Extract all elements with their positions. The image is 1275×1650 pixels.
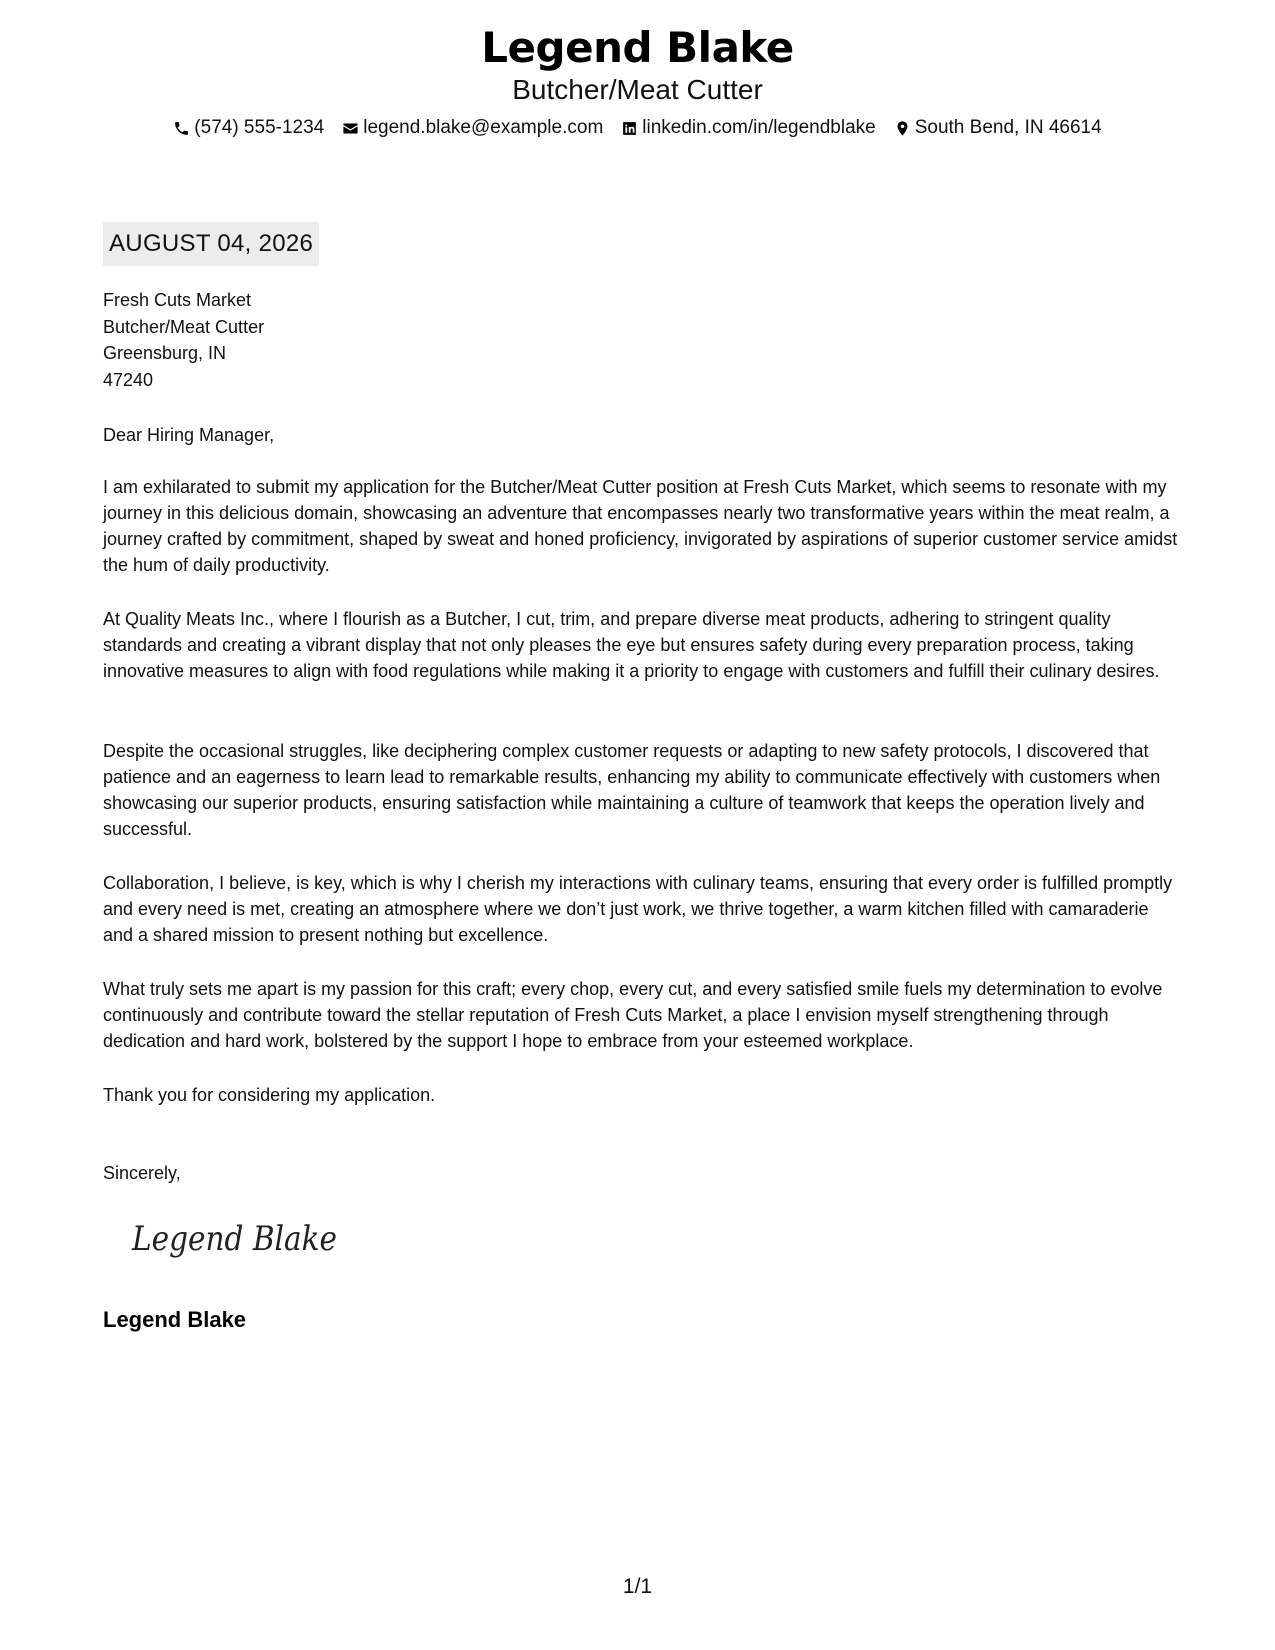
letter-header <box>0 22 1275 140</box>
contact-linkedin <box>621 116 875 140</box>
letter-paragraph: I am exhilarated to submit my application for the Butcher/Meat Cutter position at Fresh Cuts Market, which seems to resonate with my journey in this delicious domain, showcasing an adventure that encompasses nearly two transformative years within the meat realm, a journey crafted by commitment, shaped by sweat and honed proficiency, invigorated by aspirations of superior customer service amidst the hum of daily productivity. <box>103 477 1178 575</box>
applicant-name: Legend Blake <box>481 23 794 72</box>
letter-paragraph: What truly sets me apart is my passion for this craft; every chop, every cut, and every satisfied smile fuels my determination to evolve continuously and contribute toward the stellar reputation of Fresh Cuts Market, a place I envision myself strengthening through dedication and hard work, bolstered by the support I hope to embrace from your esteemed workplace. <box>103 979 1163 1051</box>
contact-bar <box>0 116 1275 140</box>
location-text: South Bend, IN 46614 <box>914 117 1102 138</box>
letter-date: AUGUST 04, 2026 <box>103 222 319 266</box>
phone-text: (574) 555-1234 <box>194 117 325 138</box>
phone-icon <box>173 120 190 137</box>
contact-email <box>342 116 603 140</box>
salutation: Dear Hiring Manager, <box>103 425 275 445</box>
recipient-block <box>103 287 1178 393</box>
linkedin-text: linkedin.com/in/legendblake <box>642 117 876 138</box>
letter-paragraph: Collaboration, I believe, is key, which is why I cherish my interactions with culinary teams, ensuring that every order is fulfilled promptly and every need is met, creating an atmosphere where we don’t just work, we thrive together, a warm kitchen filled with camaraderie and a shared mission to present nothing but excellence. <box>103 873 1173 945</box>
letter-paragraph: Despite the occasional struggles, like deciphering complex customer requests or adapting to new safety protocols, I discovered that patience and an eagerness to learn lead to remarkable results, enhancing my ability to communicate effectively with customers when showcasing our superior products, ensuring satisfaction while maintaining a culture of teamwork that keeps the operation lively and successful. <box>103 741 1161 839</box>
recipient-city-state: Greensburg, IN <box>103 343 227 363</box>
email-text: legend.blake@example.com <box>363 117 604 138</box>
envelope-icon <box>342 120 359 137</box>
page-number: 1/1 <box>622 1575 653 1598</box>
recipient-zip: 47240 <box>103 369 154 390</box>
contact-phone <box>173 116 324 140</box>
handwritten-signature <box>130 1210 350 1266</box>
recipient-company: Fresh Cuts Market <box>103 290 252 310</box>
letter-paragraph: At Quality Meats Inc., where I flourish as a Butcher, I cut, trim, and prepare diverse meat products, adhering to stringent quality standards and creating a vibrant display that not only pleases the eye but ensures safety during every preparation process, taking innovative measures to align with food regulations while making it a priority to engage with customers and fulfill their culinary desires. <box>103 609 1160 681</box>
recipient-position: Butcher/Meat Cutter <box>103 316 265 337</box>
map-marker-icon <box>894 120 911 137</box>
contact-location <box>894 116 1102 140</box>
closing-line: Sincerely, <box>103 1163 181 1183</box>
signature-text: Legend Blake <box>131 1219 337 1259</box>
linkedin-icon <box>621 120 638 137</box>
thanks-line: Thank you for considering my application. <box>103 1085 436 1105</box>
applicant-title: Butcher/Meat Cutter <box>512 74 763 105</box>
signed-name: Legend Blake <box>103 1307 247 1332</box>
